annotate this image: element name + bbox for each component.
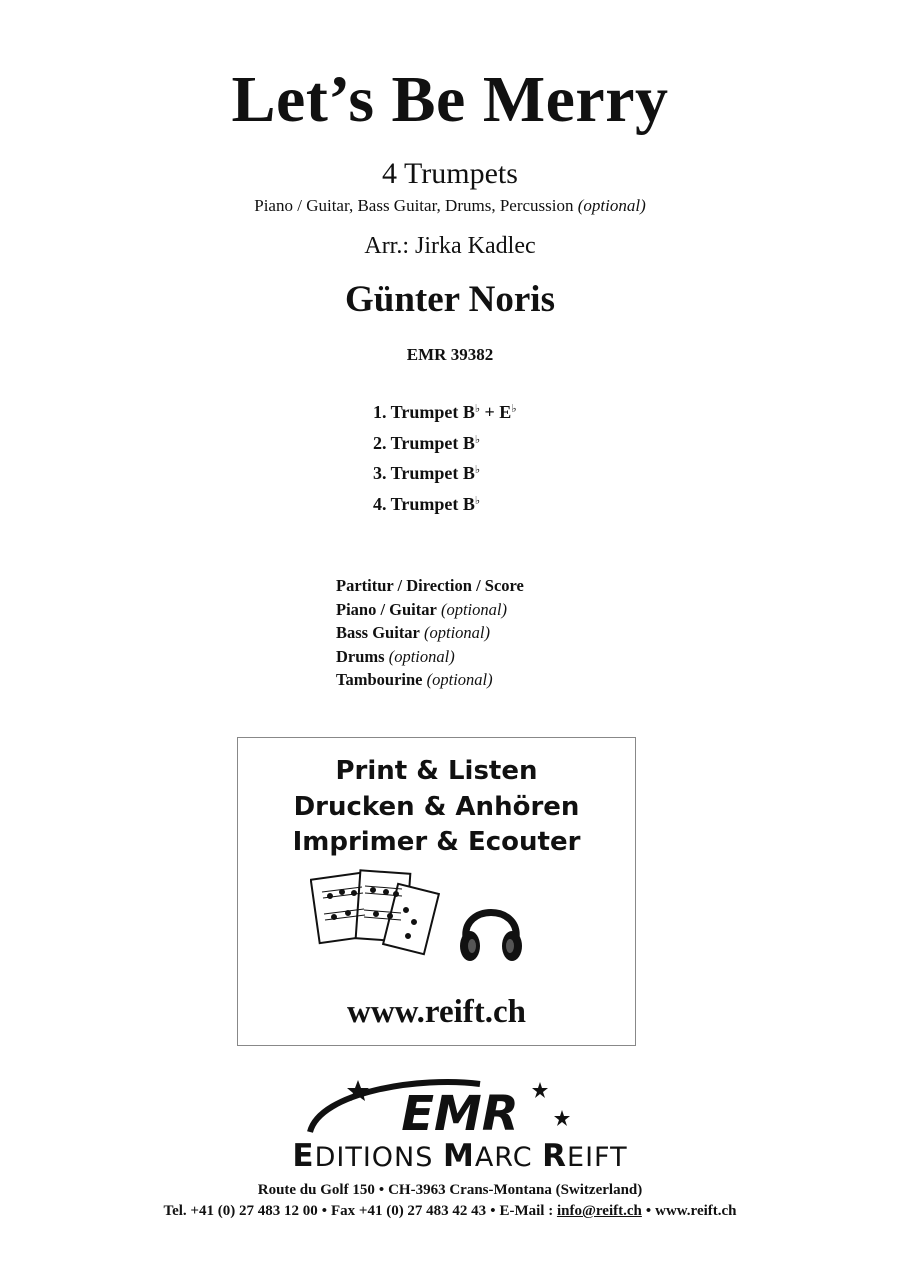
publisher-address: Route du Golf 150 • CH-3963 Crans-Montana (Switzerland) xyxy=(257,1182,643,1198)
extra-part-item: Partitur / Direction / Score xyxy=(336,576,524,595)
flat-sign: ♭ xyxy=(474,494,481,507)
flat-sign: ♭ xyxy=(474,464,481,476)
composer: Günter Noris xyxy=(344,279,555,320)
publisher-contact: Tel. +41 (0) 27 483 12 00 • Fax +41 (0) 27 483 42 43 • E-Mail : info@reift.ch • www.reift.ch xyxy=(163,1203,737,1219)
print-listen-box xyxy=(237,737,636,1046)
headphones-icon xyxy=(456,890,526,970)
part-item: 2. Trumpet B♭ xyxy=(373,432,481,453)
extra-part-item: Piano / Guitar (optional) xyxy=(336,599,507,619)
promo-line-fr: Imprimer & Ecouter xyxy=(292,827,581,857)
page-title: Let’s Be Merry xyxy=(231,63,669,136)
sheet-music-icon xyxy=(310,866,440,966)
instrumentation-optional: (optional) xyxy=(577,196,646,215)
extra-part-item: Bass Guitar (optional) xyxy=(336,623,491,642)
publisher-name: EDITIONS MARC REIFT xyxy=(292,1138,628,1174)
extra-part-item: Tambourine (optional) xyxy=(336,670,493,689)
flat-sign: ♭ xyxy=(511,403,517,415)
email-link[interactable]: info@reift.ch xyxy=(556,1203,642,1219)
promo-line-de: Drucken & Anhören xyxy=(293,792,580,822)
instrumentation-line xyxy=(0,195,900,217)
part-item: 3. Trumpet B♭ xyxy=(373,463,481,483)
arranger: Arr.: Jirka Kadlec xyxy=(364,233,536,259)
emr-logo-graphic xyxy=(240,1072,680,1142)
catalog-number: EMR 39382 xyxy=(406,345,494,364)
web-link[interactable]: www.reift.ch xyxy=(655,1203,737,1219)
website-url[interactable]: www.reift.ch xyxy=(346,994,527,1030)
ensemble-subtitle: 4 Trumpets xyxy=(382,157,518,190)
fax: Fax +41 (0) 27 483 42 43 xyxy=(330,1203,487,1219)
promo-line-en: Print & Listen xyxy=(335,756,538,786)
extra-part-item: Drums (optional) xyxy=(336,646,455,666)
part-item: 1. Trumpet B♭ + E♭ xyxy=(373,402,517,422)
emr-logo-text: EMR xyxy=(401,1086,519,1142)
flat-sign: ♭ xyxy=(474,433,481,446)
part-item: 4. Trumpet B♭ xyxy=(373,493,481,514)
parts-list xyxy=(373,397,517,519)
extra-parts-list xyxy=(336,576,524,694)
instrumentation-main: Piano / Guitar, Bass Guitar, Drums, Percussion xyxy=(254,196,574,215)
flat-sign: ♭ xyxy=(474,403,481,415)
phone: Tel. +41 (0) 27 483 12 00 xyxy=(163,1203,318,1219)
